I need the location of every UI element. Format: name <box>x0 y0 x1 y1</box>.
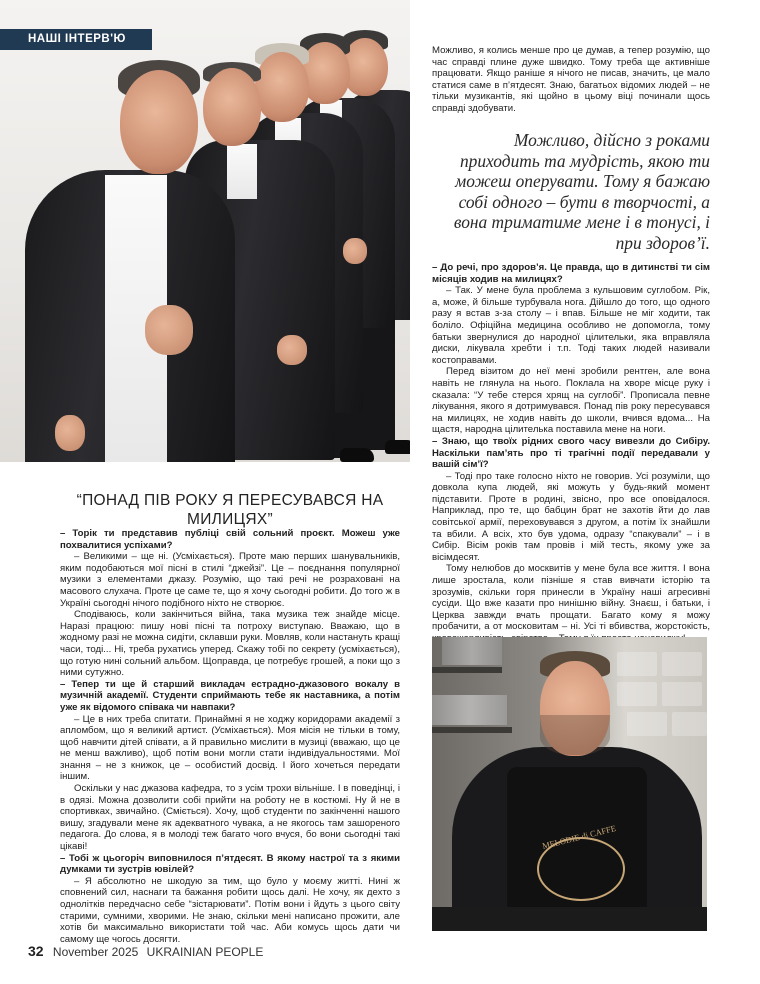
right-column-mid <box>432 262 710 645</box>
magazine-name: UKRAINIAN PEOPLE <box>146 945 264 959</box>
pull-quote: Можливо, дійсно з роками приходить та мудрість, якою ти можеш оперувати. Тому я бажаю собі одного – бути в творчості, а вона триматиме мене і в тонусі, і при здоров’ї. <box>453 130 710 253</box>
paragraph: – Це в них треба спитати. Принаймні я не ходжу коридорами академії з апломбом, що я великий артист. (Усміхається). Моя місія не тільки в тому, щоб навчити дітей співати, а й правильно мислити в музиці (вважаю, що це не менш важливо), щоб потім вони могли стати індивідуальностями. Мої знання – не з книжок, це – особистий досвід. І його хочеться передати іншим. <box>60 713 400 783</box>
interview-question: – Тобі ж цьогоріч виповнилося п’ятдесят. В якому настрої та з якими думками ти зустрів ювілей? <box>60 852 400 876</box>
paragraph: Оскільки у нас джазова кафедра, то з усім трохи вільніше. І в поведінці, і в одязі. Можна дозволити собі прийти на роботу не в костюмі. Ну й не в спортивках, звичайно. (Сміється). Хочу, щоб студенти по закінченні нашого вишу, згадували мене як адекватного чувака, а не якогось там зашореного педагога. До слова, я в молоді теж багато чого вчуся, бо вони сьогодні такі цікаві! <box>60 783 400 853</box>
apron-logo-text: MELODIE di CAFFE <box>541 823 617 851</box>
paragraph: – Так. У мене була проблема з кульшовим суглобом. Рік, а, може, й більше турбувала нога. Дійшло до того, що одного разу я встав з-за столу – і впав. Більше не міг ходити, так боліло. Офіційна медицина особливо не допомогла, тому батьки звернулися до народної цілительки, яка вправляла диски, лікувала хребти і т.п. Тоді таких людей називали костоправами. <box>432 285 710 366</box>
paragraph: Можливо, я колись менше про це думав, а тепер розумію, що час справді плине дуже швидко. Тому треба ще активніше працювати. Якщо раніше я нічого не писав, значить, це мало статися саме в п’ятдесят. Знаю, багатьох відомих людей – не тільки музикантів, які щойно в цьому віці починали щось справді здобувати. <box>432 45 710 114</box>
issue-date: November 2025 <box>52 945 139 959</box>
paragraph: – Тоді про таке голосно ніхто не говорив. Усі розуміли, що довкола купа людей, які можуть у будь-який момент підставити. Проте в родині, звісно, про все оповідалося. Наприклад, про те, що бабцин брат не захотів йти до лав совітської армії, переховувався з другом, а потім їх знайшли та вбили. А всіх, хто був удома, одразу “спакували” – і в Сибір. Вісім років там провів і мій тесть, якому уже за вісімдесят. <box>432 470 710 563</box>
paragraph: Сподіваюсь, коли закінчиться війна, така музика теж знайде місце. Наразі працюю: пишу нові пісні та потроху виступаю. Вважаю, що в жодному разі не можна сидіти, склавши руки. Мовляв, коли настануть кращі часи, тоді... Ні, треба рухатись уперед. Скажу тобі по секрету (усміхається), що готую нині сольний альбом. Щоправда, це потребує грошей, а поки що з ними сутужно. <box>60 609 400 679</box>
interview-question: – Знаю, що твоїх рідних свого часу вивезли до Сибіру. Наскільки пам’ять про ті трагічні події передавали у вашій сім’ї? <box>432 435 710 471</box>
article-headline: “ПОНАД ПІВ РОКУ Я ПЕРЕСУВАВСЯ НА МИЛИЦЯХ” <box>76 492 384 528</box>
paragraph: Перед візитом до неї мені зробили рентген, але вона навіть не глянула на нього. Поклала на хворе місце руку і сказала: “У тебе стерся хрящ на суглобі”. Прописала певне лікування, якого я дотримувався. Понад пів року пересувався на милицях, не ходив навіть до школи, вчився вдома... На щастя, народна цілителька поставила мене на ноги. <box>432 366 710 436</box>
paragraph: – Я абсолютно не шкодую за тим, що було у моєму житті. Нині ж сповнений сил, наснаги та бажання робити щось далі. Не хочу, як дехто з однолітків передчасно себе “зістарювати”. Потім вони і йдуть з цього світу старими, сумними, хворими. Не знаю, скільки мені написано прожити, але хотів би максимально використати той час. Аби комусь щось дати чи самому ще чогось досягти. <box>60 875 400 945</box>
chef-photo <box>432 637 707 931</box>
interview-question: – До речі, про здоров’я. Це правда, що в дитинстві ти сім місяців ходив на милицях? <box>432 262 710 285</box>
page-footer <box>28 943 263 959</box>
section-tag: НАШІ ІНТЕРВ'Ю <box>0 29 152 50</box>
person-1 <box>25 60 235 462</box>
right-column-top <box>432 45 710 115</box>
interview-question: – Торік ти представив публіці свій сольний проєкт. Можеш уже похвалитися успіхами? <box>60 528 400 551</box>
paragraph: – Великими – ще ні. (Усміхається). Проте маю перших шанувальників, яким подобаються мої пісні в стилі “джейзі”. Це – поєднання популярної музики з елементами джазу. Розумію, що такі речі не розраховані на масового слухача. Проте це саме те, що я хочу сьогодні робити. До того ж в Україні сьогодні нічого подібного ніхто не створює. <box>60 551 400 609</box>
paragraph: Тому нелюбов до москвитів у мене була все життя. І вона лише зростала, коли пізніше я став вивчати історію та зрозумів, скільки горя принесли в Україну наші агресивні сусіди. Що вже казати про нинішню війну. Знаєш, і батьки, і Церква завжди вчать прощати. Багато кому я можу пробачити, а от московитам – ні. Усі ті вбивства, жорстокість, <box>432 563 710 633</box>
left-column <box>60 528 400 945</box>
interview-question: – Тепер ти ще й старший викладач естрадно-джазового вокалу в музичній академії. Студенти сприймають тебе як наставника, а потім уже як відомого співака чи навпаки? <box>60 678 400 713</box>
page-number: 32 <box>28 943 44 959</box>
band-photo <box>0 0 410 462</box>
